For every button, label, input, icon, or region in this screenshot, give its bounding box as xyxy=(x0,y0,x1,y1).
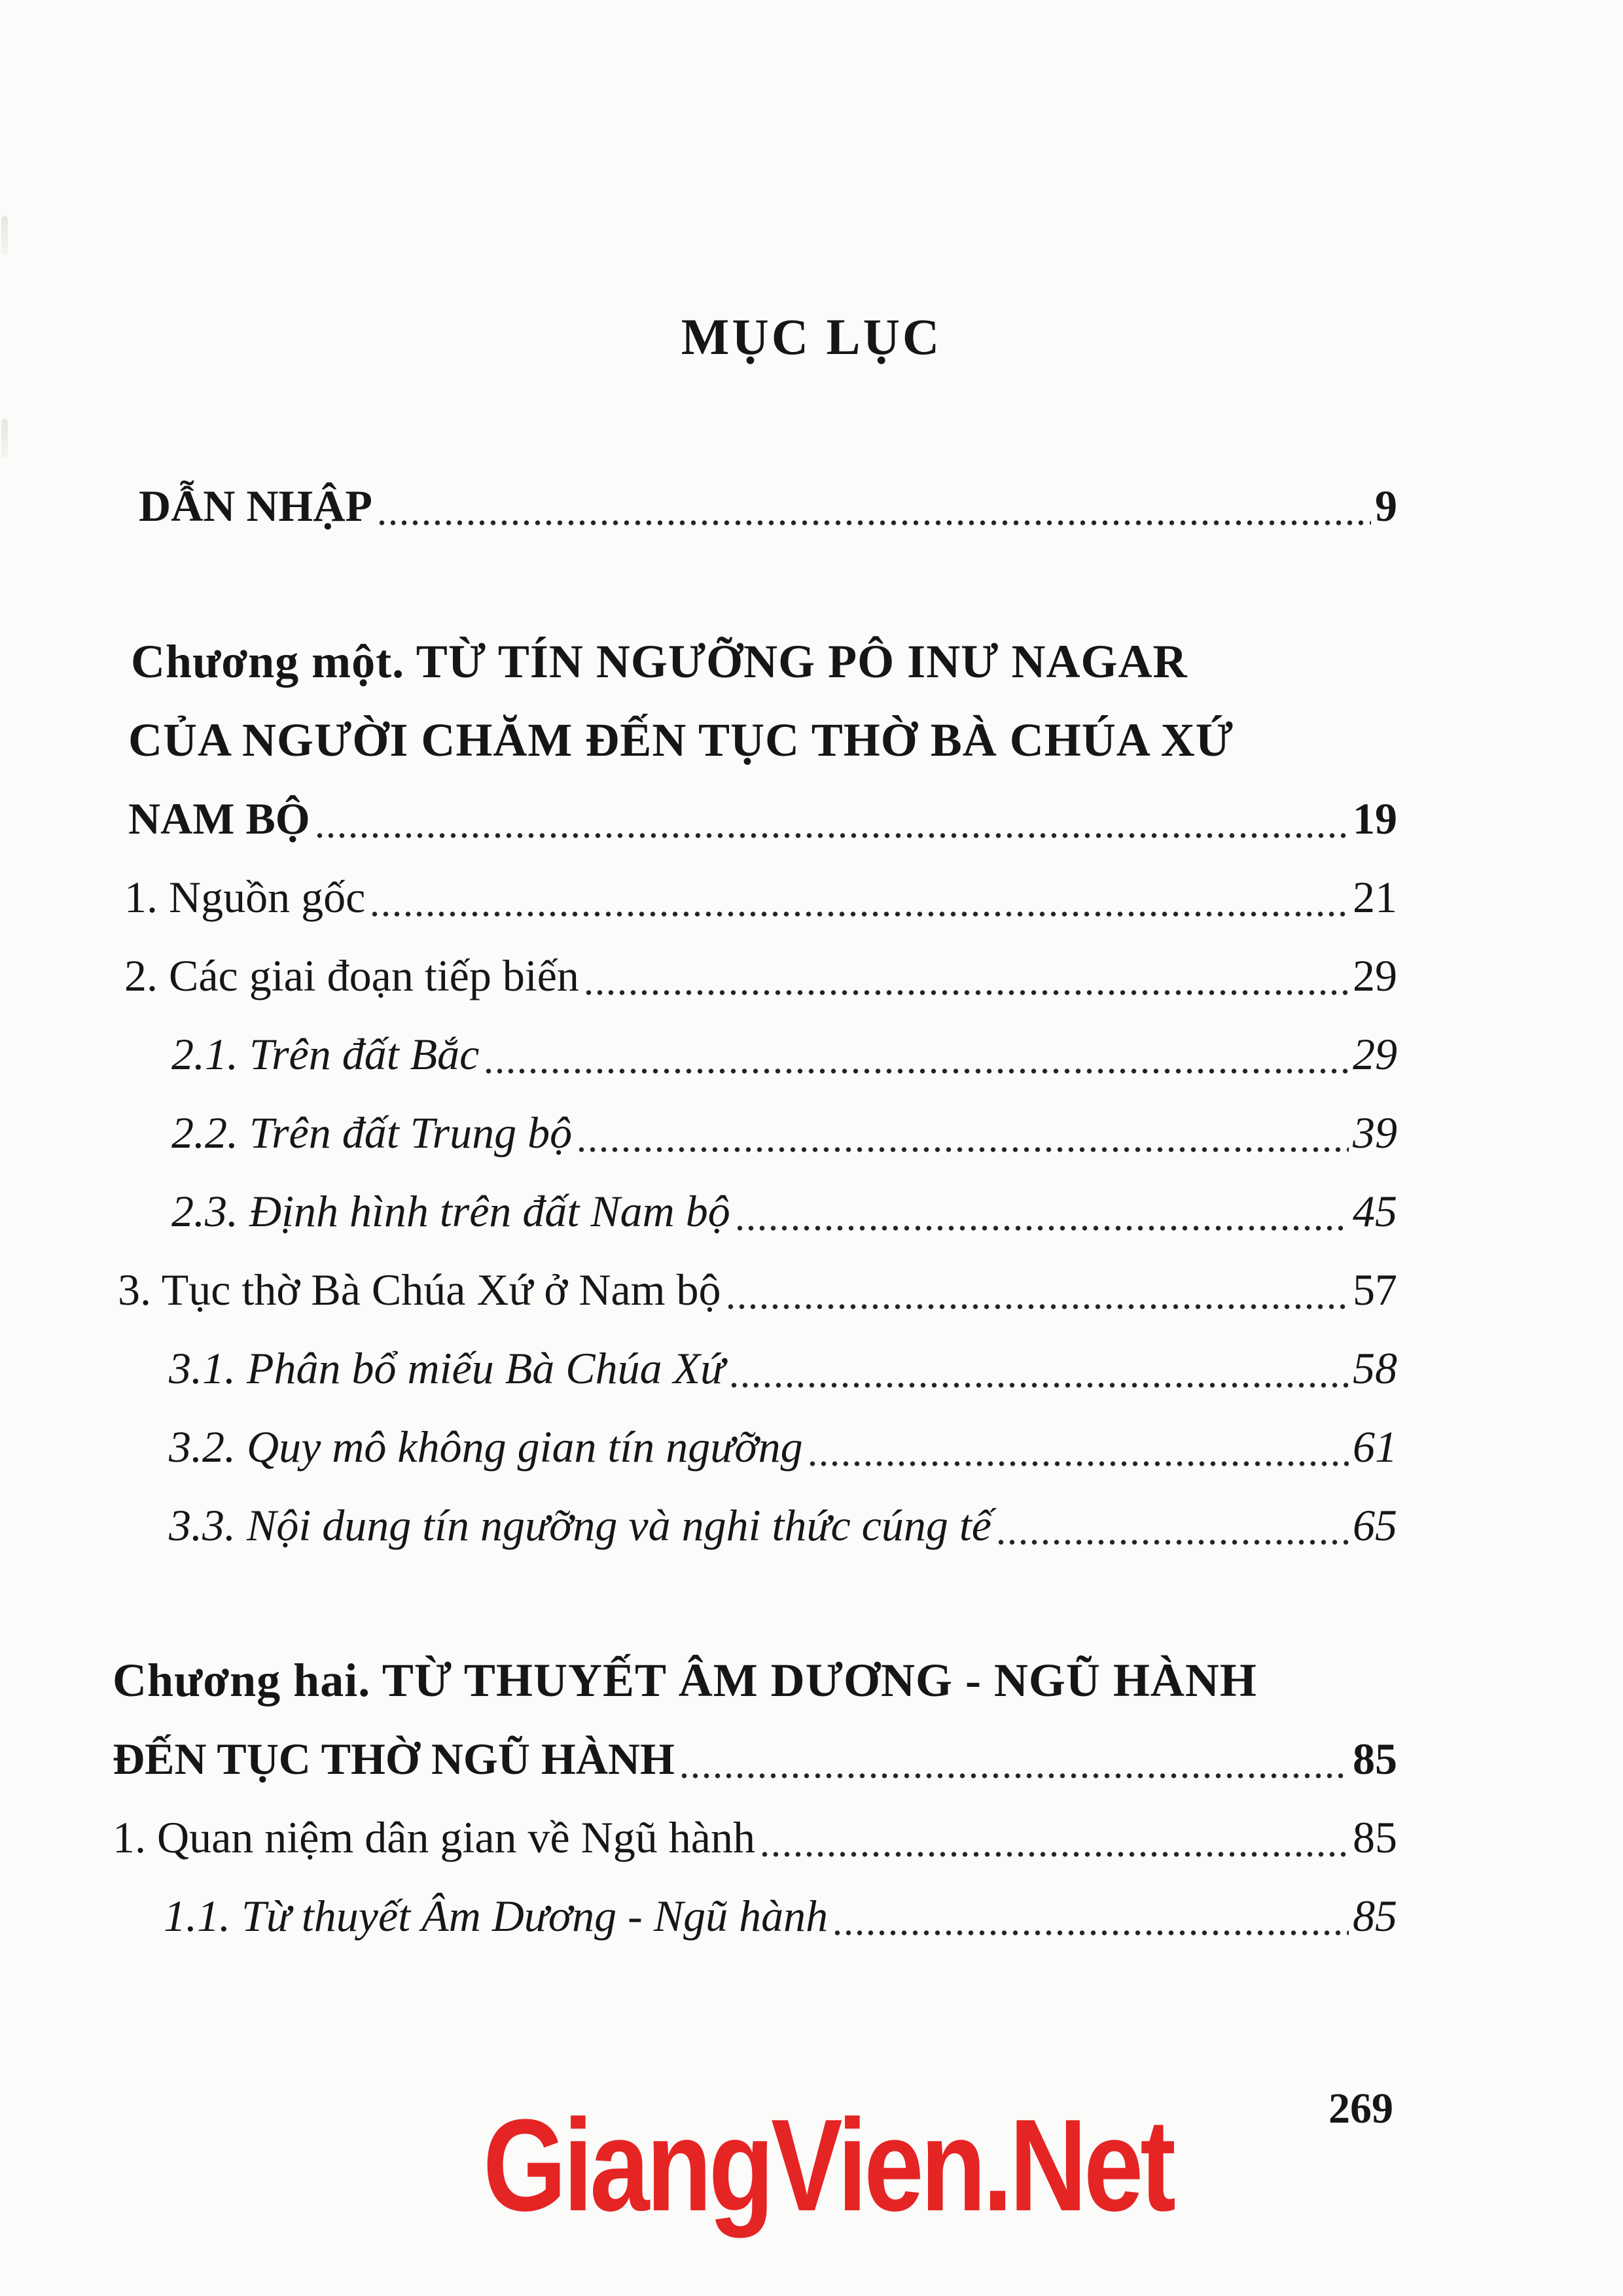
dot-leader xyxy=(369,869,1349,925)
dot-leader xyxy=(483,1026,1349,1082)
chapter-two-heading-line-1: Chương hai. TỪ THUYẾT ÂM DƯƠNG - NGŨ HÀNH xyxy=(113,1654,1257,1706)
toc-entry-2 xyxy=(124,947,1397,1004)
toc-entry-page: 85 xyxy=(1353,1891,1397,1941)
dot-leader xyxy=(314,790,1349,847)
dot-leader xyxy=(725,1262,1349,1318)
toc-entry-title: 3. Tục thờ Bà Chúa Xứ ở Nam bộ xyxy=(118,1265,721,1315)
toc-entry-page: 21 xyxy=(1353,872,1397,922)
toc-entry-3-2 xyxy=(169,1419,1397,1475)
toc-entry-title: 2.3. Định hình trên đất Nam bộ xyxy=(171,1186,730,1236)
toc-entry-title: 2.2. Trên đất Trung bộ xyxy=(171,1108,573,1157)
dot-leader xyxy=(583,947,1349,1004)
toc-entry-page: 19 xyxy=(1353,794,1397,843)
watermark-logo: GiangVien.Net xyxy=(483,2093,1173,2238)
page-title: MỤC LỤC xyxy=(681,308,942,365)
chapter-one-heading-line-1: Chương một. TỪ TÍN NGƯỠNG PÔ INƯ NAGAR xyxy=(131,635,1188,688)
dot-leader xyxy=(832,1888,1349,1944)
toc-entry-page: 85 xyxy=(1353,1734,1397,1784)
dot-leader xyxy=(376,478,1371,534)
toc-entry-page: 39 xyxy=(1353,1108,1397,1157)
toc-entry-title: 3.1. Phân bổ miếu Bà Chúa Xứ xyxy=(169,1343,725,1393)
toc-entry-title: 2.1. Trên đất Bắc xyxy=(171,1029,480,1079)
dot-leader xyxy=(759,1809,1349,1865)
toc-entry-title: 3.2. Quy mô không gian tín ngưỡng xyxy=(169,1422,803,1472)
toc-entry-ch2-1 xyxy=(113,1809,1397,1865)
toc-entry-title: 2. Các giai đoạn tiếp biến xyxy=(124,951,579,1000)
toc-entry-page: 29 xyxy=(1353,951,1397,1000)
toc-entry-page: 65 xyxy=(1353,1500,1397,1550)
toc-entry-3-1 xyxy=(169,1340,1397,1396)
toc-entry-title: NAM BỘ xyxy=(128,794,310,843)
toc-entry-chapter-two xyxy=(113,1731,1397,1787)
toc-entry-page: 45 xyxy=(1353,1186,1397,1236)
toc-entry-2-2 xyxy=(171,1104,1397,1161)
toc-entry-ch2-1-1 xyxy=(164,1888,1397,1944)
toc-entry-chapter-one xyxy=(128,790,1397,847)
dot-leader xyxy=(576,1104,1349,1161)
toc-entry-2-1 xyxy=(171,1026,1397,1082)
toc-entry-1 xyxy=(124,869,1397,925)
dot-leader xyxy=(807,1419,1349,1475)
toc-entry-introduction xyxy=(139,478,1397,534)
dot-leader xyxy=(679,1731,1349,1787)
toc-entry-title: 1. Quan niệm dân gian về Ngũ hành xyxy=(113,1812,755,1862)
toc-entry-3-3 xyxy=(169,1497,1397,1553)
dot-leader xyxy=(995,1497,1349,1553)
toc-entry-title: ĐẾN TỤC THỜ NGŨ HÀNH xyxy=(113,1734,675,1784)
toc-entry-page: 29 xyxy=(1353,1029,1397,1079)
toc-entry-2-3 xyxy=(171,1183,1397,1239)
toc-entry-title: DẪN NHẬP xyxy=(139,481,372,531)
toc-entry-page: 85 xyxy=(1353,1812,1397,1862)
page-number: 269 xyxy=(1329,2085,1393,2132)
chapter-one-heading-line-2: CỦA NGƯỜI CHĂM ĐẾN TỤC THỜ BÀ CHÚA XỨ xyxy=(128,714,1234,766)
toc-entry-title: 3.3. Nội dung tín ngưỡng và nghi thức cúng tế xyxy=(169,1500,991,1550)
toc-entry-title: 1.1. Từ thuyết Âm Dương - Ngũ hành xyxy=(164,1891,829,1941)
toc-entry-title: 1. Nguồn gốc xyxy=(124,872,366,922)
toc-entry-page: 57 xyxy=(1353,1265,1397,1315)
toc-entry-3 xyxy=(118,1262,1397,1318)
dot-leader xyxy=(734,1183,1349,1239)
toc-entry-page: 61 xyxy=(1353,1422,1397,1472)
toc-entry-page: 9 xyxy=(1375,481,1397,531)
toc-entry-page: 58 xyxy=(1353,1343,1397,1393)
dot-leader xyxy=(728,1340,1349,1396)
